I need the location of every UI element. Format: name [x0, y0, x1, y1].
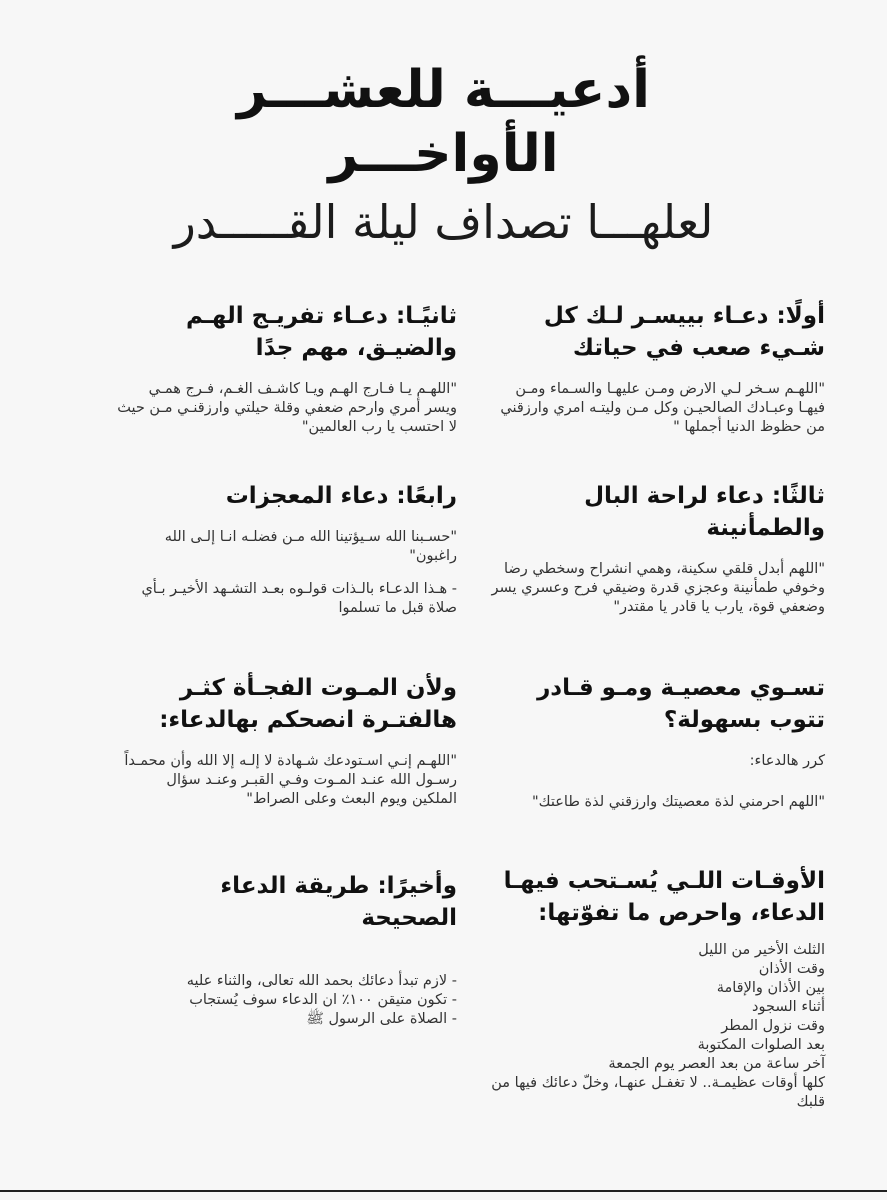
dua-text: "اللهـم إنـي اسـتودعك شـهادة لا إلـه إلا الله وأن محمـداً رسـول الله عنـد المـوت وفـي القبـر وعنـد سؤال الملكين ويوم البعث وعلى الصراط"	[124, 753, 457, 807]
section-fourth-dua	[117, 480, 457, 628]
list-item: أثناء السجود	[752, 999, 825, 1015]
section-title: وأخيرًا: طريقة الدعاء الصحيحة	[220, 873, 457, 931]
list-item: بين الأذان والإقامة	[716, 980, 825, 996]
page-subtitle: لعلهـــا تصداف ليلة القـــــدر	[173, 195, 714, 249]
steps-list	[117, 972, 457, 1029]
section-sudden-death	[117, 672, 457, 819]
section-body	[485, 560, 825, 617]
dua-text: "اللهـم يـا فـارج الهـم ويـا كاشـف الغـم، فـرج همـي ويسر أمري وارحم ضعفي وقلة حيلتي وارزقنـي مـن حيث لا احتسب يا رب العالمين"	[117, 381, 457, 435]
dua-text: "اللهم احرمني لذة معصيتك وارزقني لذة طاعتك"	[532, 794, 825, 810]
list-item: - الصلاة على الرسول ﷺ	[306, 1011, 457, 1027]
section-title: أولًا: دعـاء بييسـر لـك كل شـيء صعب في حياتك	[543, 303, 825, 361]
section-second-dua	[117, 300, 457, 447]
times-list	[485, 941, 825, 1112]
dua-text: "حسـبنا الله سـيؤتينا الله مـن فضلـه انـا إلـى الله راغبون"	[164, 529, 457, 564]
page-title: أدعيـــة للعشـــر الأواخـــر	[237, 60, 650, 184]
section-body	[117, 752, 457, 809]
section-body	[117, 380, 457, 437]
dua-note: - هـذا الدعـاء بالـذات قولـوه بعـد التشـهد الأخيـر بـأي صلاة قبل ما تسلموا	[141, 581, 457, 616]
section-body	[485, 380, 825, 437]
section-title: الأوقـات اللـي يُسـتحب فيهـا الدعاء، واحرص ما تفوّتها:	[503, 868, 825, 926]
section-title: ثالثًا: دعاء لراحة البال والطمأنينة	[584, 483, 825, 541]
section-first-dua	[485, 300, 825, 447]
list-item: بعد الصلوات المكتوبة	[697, 1037, 825, 1053]
section-body	[485, 752, 825, 812]
section-title: ثانيًـا: دعـاء تفريـج الهـم والضيـق، مهم جدًا	[186, 303, 457, 361]
section-title: رابعًا: دعاء المعجزات	[225, 483, 457, 509]
page-header	[120, 58, 767, 252]
list-item: وقت نزول المطر	[721, 1018, 825, 1034]
list-item: الثلث الأخير من الليل	[698, 942, 825, 958]
section-body	[117, 528, 457, 618]
bottom-divider	[0, 1190, 887, 1192]
dua-intro: كرر هالدعاء:	[749, 753, 825, 769]
list-item: - تكون متيقن ١٠٠٪ ان الدعاء سوف يُستجاب	[189, 992, 457, 1008]
section-correct-way	[117, 870, 457, 1029]
list-item: كلها أوقات عظيمـة.. لا تغفـل عنهـا، وخلّ دعائك فيها من قلبك	[491, 1075, 825, 1110]
section-best-times	[485, 865, 825, 1112]
section-third-dua	[485, 480, 825, 627]
list-item: - لازم تبدأ دعائك بحمد الله تعالى، والثناء عليه	[186, 973, 457, 989]
dua-text: "اللهـم سـخر لـي الارض ومـن عليهـا والسـماء ومـن فيهـا وعبـادك الصالحيـن وكل مـن وليتـه امري وارزقني من حظوظ الدنيا أجملها "	[500, 381, 825, 435]
section-title: تسـوي معصيـة ومـو قـادر تتوب بسهولة؟	[537, 675, 825, 733]
list-item: آخر ساعة من بعد العصر يوم الجمعة	[608, 1056, 825, 1072]
dua-text: "اللهم أبدل قلقي سكينة، وهمي انشراح وسخطي رضا وخوفي طمأنينة وعجزي قدرة وضيقي فرح وعسري يسر وضعفي قوة، يارب يا قادر يا مقتدر"	[491, 561, 825, 615]
list-item: وقت الأذان	[758, 961, 825, 977]
section-repentance	[485, 672, 825, 822]
section-title: ولأن المـوت الفجـأة كثـر هالفتـرة انصحكم بهالدعاء:	[159, 675, 457, 733]
